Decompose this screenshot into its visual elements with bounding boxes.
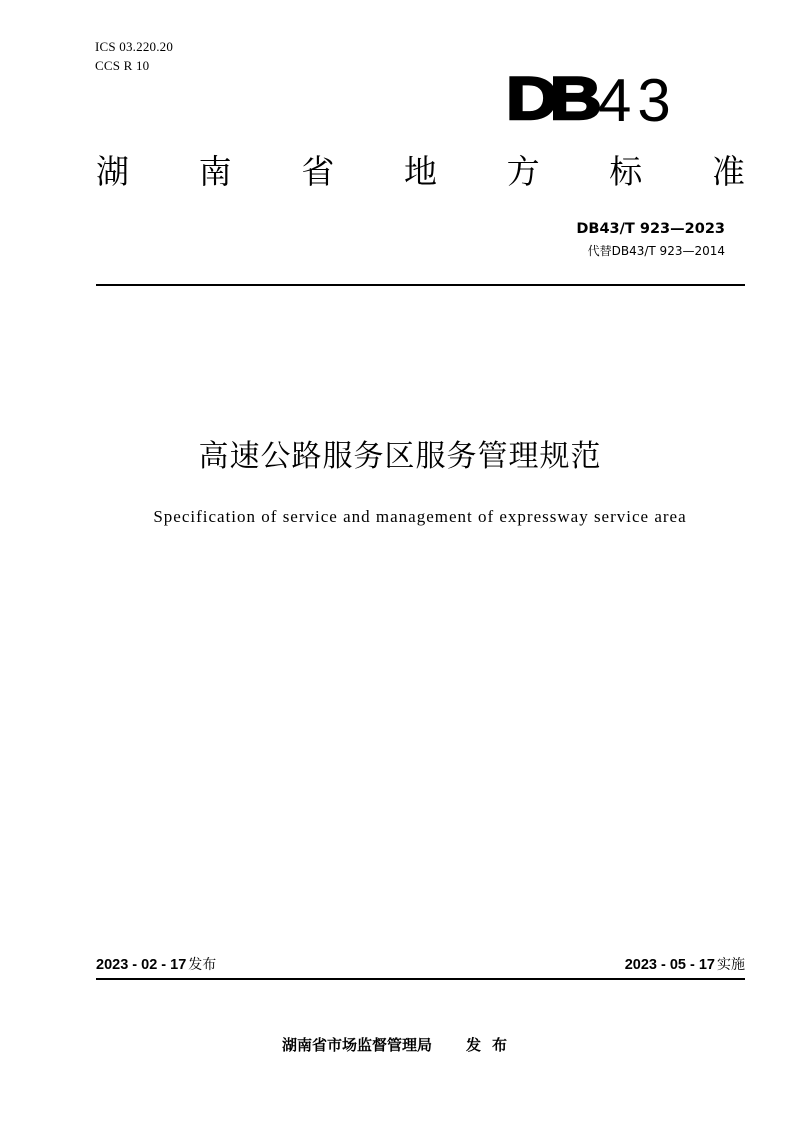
implementation-label: 实施 — [717, 957, 745, 973]
category-char: 方 — [506, 152, 540, 191]
implementation-date: 2023 - 05 - 17 — [624, 957, 715, 973]
ccs-code: CCS R 10 — [95, 58, 150, 73]
db-standard-mark — [506, 64, 686, 134]
supersedes-standard: 代替DB43/T 923—2014 — [587, 244, 725, 258]
publish-label: 发布 — [466, 1036, 519, 1054]
ics-code: ICS 03.220.20 — [95, 39, 174, 54]
category-char: 省 — [301, 152, 335, 191]
document-title-english: Specification of service and management of expressway service area — [153, 507, 687, 526]
category-char: 标 — [609, 152, 643, 191]
document-title-chinese: 高速公路服务区服务管理规范 — [198, 439, 602, 474]
issue-label: 发布 — [188, 957, 217, 973]
category-char: 湖 — [96, 152, 129, 191]
issuing-authority-line — [0, 1034, 800, 1056]
standard-number: DB43/T 923—2023 — [576, 221, 725, 237]
category-char: 南 — [198, 152, 232, 191]
category-char: 地 — [403, 152, 437, 191]
issue-date-line — [96, 955, 216, 975]
standard-category-heading — [96, 148, 745, 196]
issue-date: 2023 - 02 - 17 — [96, 957, 187, 973]
issuing-authority: 湖南省市场监督管理局 — [281, 1036, 432, 1054]
header-divider — [96, 284, 745, 286]
category-char: 准 — [711, 152, 745, 191]
implementation-date-line — [625, 955, 745, 975]
footer-divider — [96, 978, 745, 980]
db-province-number: 43 — [598, 67, 677, 134]
db-logo: DB — [506, 65, 594, 132]
